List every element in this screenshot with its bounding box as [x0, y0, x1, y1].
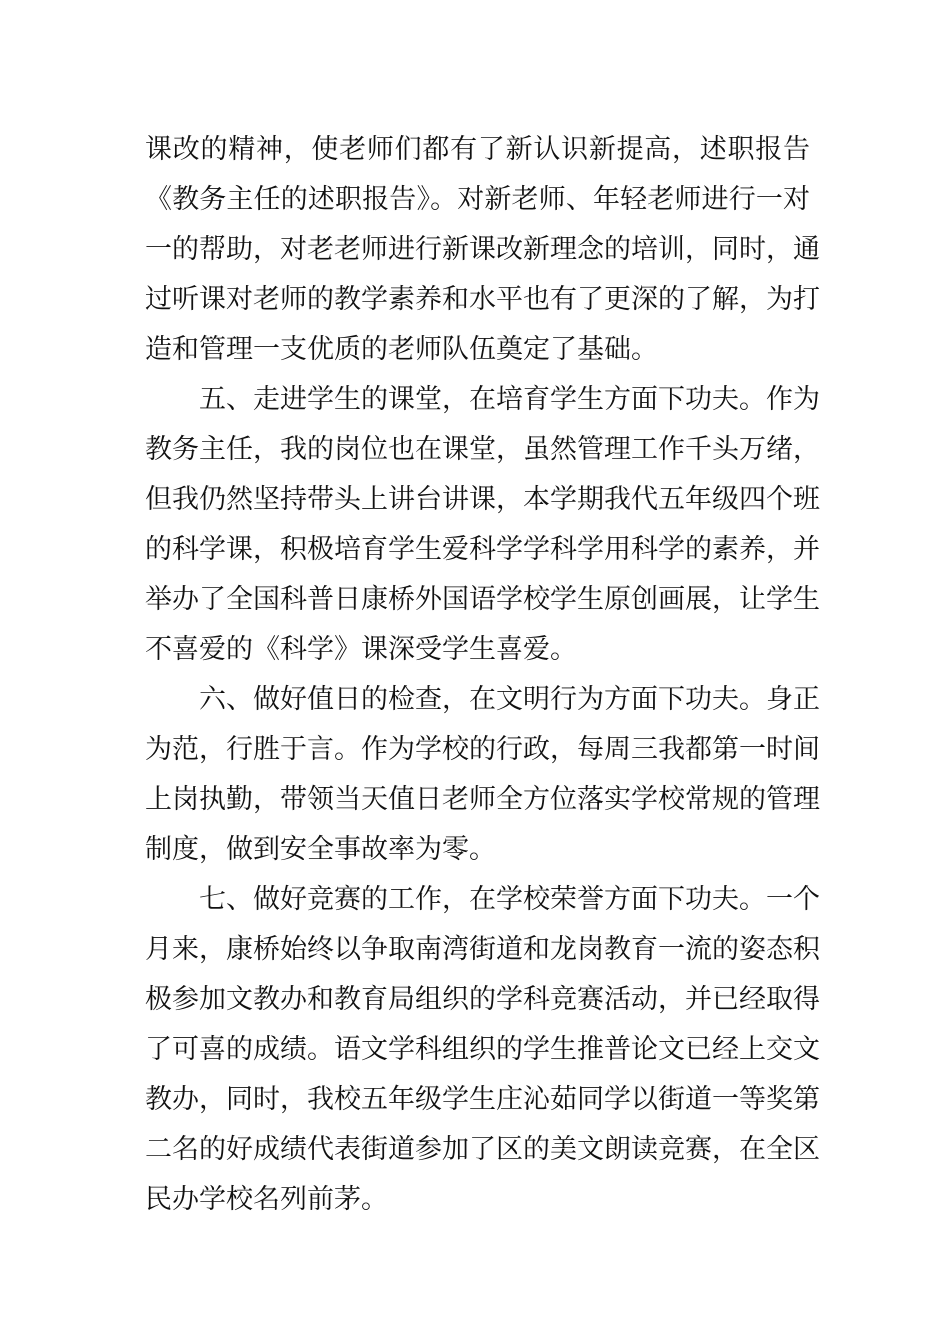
text-line: 二名的好成绩代表街道参加了区的美文朗读竞赛，在全区	[145, 1134, 820, 1165]
text-line: 的科学课，积极培育学生爱科学学科学用科学的素养，并	[145, 534, 820, 565]
text-line: 为范，行胜于言。作为学校的行政，每周三我都第一时间	[145, 734, 820, 765]
text-line: 举办了全国科普日康桥外国语学校学生原创画展，让学生	[145, 584, 820, 615]
text-line: 月来，康桥始终以争取南湾街道和龙岗教育一流的姿态积	[145, 934, 820, 965]
text-line: 过听课对老师的教学素养和水平也有了更深的了解，为打	[145, 284, 820, 315]
text-line: 七、做好竞赛的工作，在学校荣誉方面下功夫。一个	[145, 884, 820, 915]
text-line: 六、做好值日的检查，在文明行为方面下功夫。身正	[145, 684, 820, 715]
text-line: 《教务主任的述职报告》。对新老师、年轻老师进行一对	[145, 184, 810, 215]
text-line: 教办，同时，我校五年级学生庄沁茹同学以街道一等奖第	[145, 1084, 820, 1115]
text-line: 但我仍然坚持带头上讲台讲课，本学期我代五年级四个班	[145, 484, 820, 515]
text-line: 造和管理一支优质的老师队伍奠定了基础。	[145, 334, 658, 365]
text-line: 民办学校名列前茅。	[145, 1184, 388, 1215]
text-line: 五、走进学生的课堂，在培育学生方面下功夫。作为	[145, 384, 820, 415]
text-line: 上岗执勤，带领当天值日老师全方位落实学校常规的管理	[145, 784, 820, 815]
text-line: 教务主任，我的岗位也在课堂，虽然管理工作千头万绪，	[145, 434, 820, 465]
text-line: 一的帮助，对老老师进行新课改新理念的培训，同时，通	[145, 234, 820, 265]
text-line: 课改的精神，使老师们都有了新认识新提高，述职报告	[145, 134, 810, 165]
text-line: 极参加文教办和教育局组织的学科竞赛活动，并已经取得	[145, 984, 820, 1015]
text-line: 了可喜的成绩。语文学科组织的学生推普论文已经上交文	[145, 1034, 820, 1065]
text-line: 制度，做到安全事故率为零。	[145, 834, 496, 865]
text-line: 不喜爱的《科学》课深受学生喜爱。	[145, 634, 577, 665]
